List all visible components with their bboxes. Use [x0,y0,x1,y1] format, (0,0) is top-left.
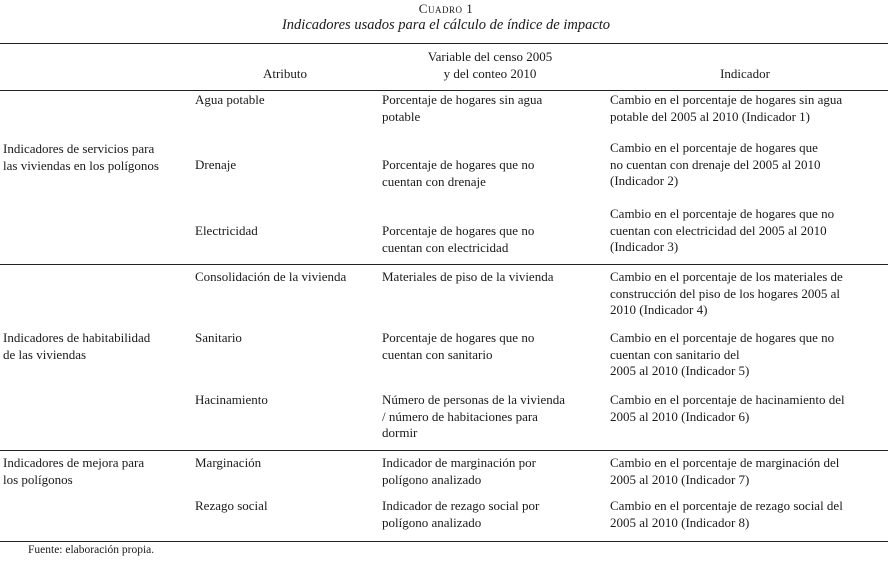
indicator-line: construcción del piso de los hogares 2005 al [610,285,840,301]
variable-consolidacion [382,269,553,286]
attribute-agua-potable: Agua potable [195,92,265,107]
variable-line: cuentan con sanitario [382,346,493,362]
variable-line: polígono analizado [382,471,482,487]
header-variable-line2: y del conteo 2010 [443,65,537,81]
indicator-line: Cambio en el porcentaje de marginación del [610,455,840,470]
indicator-7 [610,455,839,488]
indicator-4 [610,269,843,319]
variable-line: Porcentaje de hogares sin agua [382,92,543,107]
group-label-line: de las viviendas [3,346,87,362]
variable-line: Indicador de rezago social por [382,498,540,513]
group-label-line: los polígonos [3,471,73,487]
group-label-mejora [3,455,144,488]
variable-electricidad [382,223,534,256]
indicator-6 [610,392,845,425]
indicator-3 [610,206,834,256]
indicator-line: 2005 al 2010 (Indicador 5) [610,363,750,378]
indicator-line: Cambio en el porcentaje de hogares sin agua [610,92,843,107]
indicator-line: Cambio en el porcentaje de los materiales de [610,269,843,284]
attribute-rezago-social: Rezago social [195,498,268,513]
indicator-line: 2005 al 2010 (Indicador 6) [610,408,750,424]
indicator-line: cuentan con sanitario del [610,346,740,362]
source-note: Fuente: elaboración propia. [28,544,155,556]
indicator-line: no cuentan con drenaje del 2005 al 2010 [610,156,821,172]
variable-hacinamiento [382,392,565,442]
indicator-5 [610,330,834,380]
top-rule [0,43,888,44]
group-divider-1 [0,264,888,265]
indicator-line: Cambio en el porcentaje de hogares que no [610,206,835,221]
indicator-line: Cambio en el porcentaje de rezago social del [610,498,843,513]
variable-line: Materiales de piso de la vivienda [382,269,554,284]
variable-line: / número de habitaciones para [382,408,538,424]
attribute-hacinamiento: Hacinamiento [195,392,268,407]
variable-line: Porcentaje de hogares que no [382,223,535,238]
table-title: Indicadores usados para el cálculo de índice de impacto [281,17,611,33]
indicator-line: 2005 al 2010 (Indicador 8) [610,514,750,530]
attribute-consolidacion: Consolidación de la vivienda [195,269,347,284]
variable-line: cuentan con electricidad [382,239,509,255]
group-label-habitabilidad [3,330,150,363]
variable-line: dormir [382,425,418,440]
group-label-line: Indicadores de mejora para [3,455,145,470]
indicator-2 [610,140,820,190]
attribute-marginacion: Marginación [195,455,262,470]
indicator-line: Cambio en el porcentaje de hogares que no [610,330,835,345]
indicator-line: (Indicador 2) [610,173,679,188]
indicator-line: potable del 2005 al 2010 (Indicador 1) [610,108,810,124]
group-label-line: Indicadores de servicios para [3,141,155,156]
group-label-servicios [3,141,159,174]
attribute-sanitario: Sanitario [195,330,242,345]
variable-drenaje [382,157,534,190]
header-variable [380,49,600,82]
indicator-8 [610,498,843,531]
table-number: Cuadro 1 [418,1,474,16]
indicator-line: Cambio en el porcentaje de hacinamiento del [610,392,845,407]
variable-line: polígono analizado [382,514,482,530]
indicator-line: 2010 (Indicador 4) [610,302,708,317]
group-label-line: Indicadores de habitabilidad [3,330,151,345]
variable-line: Número de personas de la vivienda [382,392,566,407]
indicator-1 [610,92,842,125]
group-label-line: las viviendas en los polígonos [3,157,159,173]
variable-agua-potable [382,92,542,125]
variable-line: potable [382,108,421,124]
header-variable-line1: Variable del censo 2005 [427,49,553,64]
variable-line: Indicador de marginación por [382,455,536,470]
variable-line: Porcentaje de hogares que no [382,330,535,345]
attribute-electricidad: Electricidad [195,223,258,238]
group-divider-2 [0,450,888,451]
indicator-line: (Indicador 3) [610,239,679,254]
indicator-line: Cambio en el porcentaje de hogares que [610,140,818,155]
header-atributo: Atributo [262,66,308,81]
variable-rezago-social [382,498,539,531]
variable-sanitario [382,330,534,363]
bottom-rule [0,541,888,542]
indicator-line: 2005 al 2010 (Indicador 7) [610,471,750,487]
variable-marginacion [382,455,536,488]
indicator-line: cuentan con electricidad del 2005 al 2010 [610,222,827,238]
variable-line: cuentan con drenaje [382,173,486,189]
header-indicador: Indicador [720,66,770,81]
header-rule [0,90,888,91]
variable-line: Porcentaje de hogares que no [382,157,535,172]
attribute-drenaje: Drenaje [195,157,237,172]
